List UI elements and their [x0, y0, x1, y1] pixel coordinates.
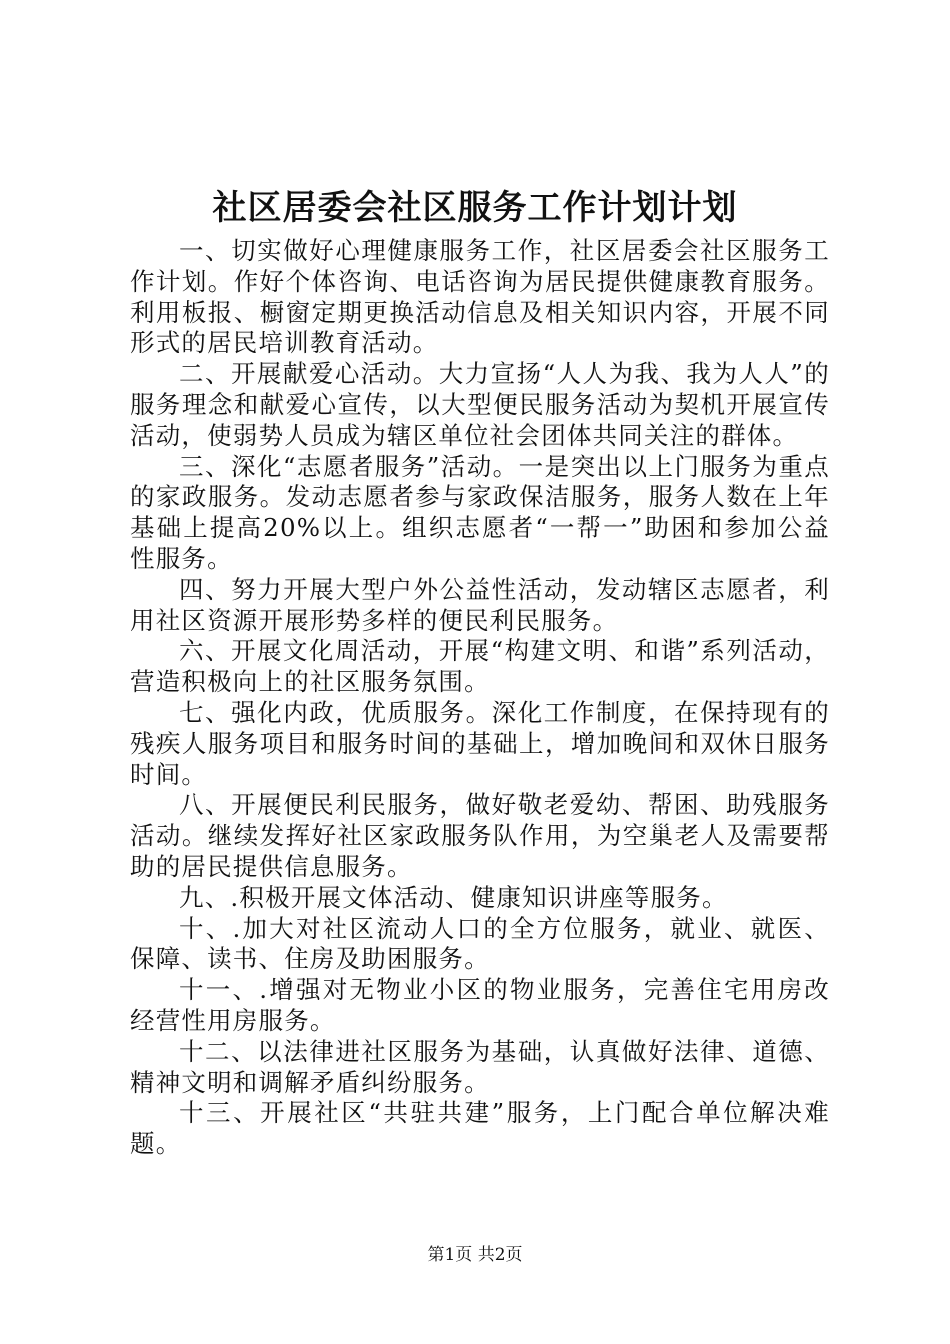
- paragraph-1: 一、切实做好心理健康服务工作，社区居委会社区服务工作计划。作好个体咨询、电话咨询为居民提供健康教育服务。利用板报、橱窗定期更换活动信息及相关知识内容，开展不同形式的居民培训教育活动。: [130, 236, 830, 358]
- paragraph-6: 六、开展文化周活动，开展“构建文明、和谐”系列活动，营造积极向上的社区服务氛围。: [130, 636, 830, 697]
- paragraph-7: 七、强化内政，优质服务。深化工作制度，在保持现有的残疾人服务项目和服务时间的基础上，增加晚间和双休日服务时间。: [130, 697, 830, 789]
- document-title: 社区居委会社区服务工作计划计划: [212, 188, 738, 228]
- paragraph-11: 十一、.增强对无物业小区的物业服务，完善住宅用房改经营性用房服务。: [130, 975, 830, 1035]
- paragraph-10: 十、.加大对社区流动人口的全方位服务，就业、就医、保障、读书、住房及助困服务。: [130, 913, 830, 974]
- paragraph-4: 四、努力开展大型户外公益性活动，发动辖区志愿者，利用社区资源开展形势多样的便民利民服务。: [130, 574, 830, 635]
- document-body: [130, 236, 830, 1160]
- paragraph-12: 十二、以法律进社区服务为基础，认真做好法律、道德、精神文明和调解矛盾纠纷服务。: [130, 1036, 830, 1097]
- paragraph-13: 十三、开展社区“共驻共建”服务，上门配合单位解决难题。: [130, 1098, 830, 1159]
- paragraph-8: 八、开展便民利民服务，做好敬老爱幼、帮困、助残服务活动。继续发挥好社区家政服务队作用，为空巢老人及需要帮助的居民提供信息服务。: [130, 790, 830, 881]
- paragraph-2: 二、开展献爱心活动。大力宣扬“人人为我、我为人人”的服务理念和献爱心宣传，以大型便民服务活动为契机开展宣传活动，使弱势人员成为辖区单位社会团体共同关注的群体。: [130, 359, 830, 450]
- paragraph-9: 九、.积极开展文体活动、健康知识讲座等服务。: [179, 882, 728, 912]
- paragraph-3: 三、深化“志愿者服务”活动。一是突出以上门服务为重点的家政服务。发动志愿者参与家政保洁服务，服务人数在上年基础上提高20%以上。组织志愿者“一帮一”助困和参加公益性服务。: [130, 451, 830, 573]
- page-footer: 第1页 共2页: [427, 1245, 523, 1265]
